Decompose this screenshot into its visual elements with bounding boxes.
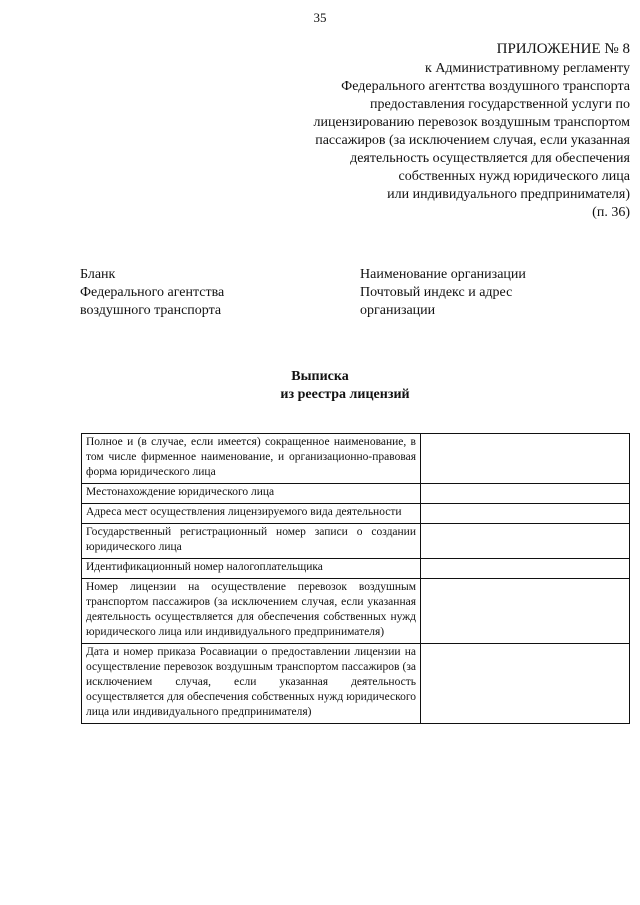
appendix-line: предоставления государственной услуги по: [370, 97, 630, 112]
appendix-line: или индивидуального предпринимателя): [387, 187, 630, 202]
table-row: [82, 484, 630, 504]
table-row: [82, 644, 630, 724]
row-value: [421, 559, 630, 579]
document-subtitle: из реестра лицензий: [280, 387, 410, 402]
registry-table: [81, 433, 630, 724]
table-row: [82, 559, 630, 579]
table-row: [82, 434, 630, 484]
appendix-clause-reference: (п. 36): [592, 205, 630, 220]
letterhead-line: Федерального агентства: [80, 285, 225, 300]
recipient-block: [360, 266, 526, 320]
row-label: Идентификационный номер налогоплательщика: [82, 559, 421, 579]
row-value: [421, 644, 630, 724]
recipient-line: Почтовый индекс и адрес: [360, 285, 513, 300]
appendix-line: деятельность осуществляется для обеспечения: [350, 151, 630, 166]
document-title: Выписка: [291, 369, 349, 384]
row-label: Государственный регистрационный номер записи о создании юридического лица: [82, 524, 421, 559]
row-value: [421, 434, 630, 484]
row-label: Дата и номер приказа Росавиации о предоставлении лицензии на осуществление перевозок воздушным транспортом пассажиров (за исключением случая, если указанная деятельность осуществляется для обеспечения собственных нужд юридического лица или индивидуального предпринимателя): [82, 644, 421, 724]
letterhead-line: воздушного транспорта: [80, 303, 222, 318]
recipient-line: Наименование организации: [360, 267, 526, 282]
appendix-line: лицензированию перевозок воздушным транспортом: [313, 115, 630, 130]
appendix-line: пассажиров (за исключением случая, если указанная: [315, 133, 630, 148]
table-row: [82, 579, 630, 644]
row-value: [421, 504, 630, 524]
appendix-line: собственных нужд юридического лица: [398, 169, 630, 184]
recipient-line: организации: [360, 303, 436, 318]
letterhead-line: Бланк: [80, 267, 116, 282]
appendix-line: Федерального агентства воздушного транспорта: [341, 79, 630, 94]
row-value: [421, 524, 630, 559]
row-value: [421, 484, 630, 504]
appendix-block: [230, 40, 630, 222]
row-value: [421, 579, 630, 644]
row-label: Адреса мест осуществления лицензируемого вида деятельности: [82, 504, 421, 524]
table-row: [82, 524, 630, 559]
appendix-title: ПРИЛОЖЕНИЕ № 8: [496, 41, 630, 57]
document-heading: [0, 368, 640, 404]
letterhead-block: [80, 266, 224, 320]
row-label: Местонахождение юридического лица: [82, 484, 421, 504]
row-label: Полное и (в случае, если имеется) сокращенное наименование, в том числе фирменное наименование, и организационно-правовая форма юридического лица: [82, 434, 421, 484]
row-label: Номер лицензии на осуществление перевозок воздушным транспортом пассажиров (за исключением случая, если указанная деятельность осуществляется для обеспечения собственных нужд юридического лица или индивидуального предпринимателя): [82, 579, 421, 644]
appendix-line: к Административному регламенту: [425, 61, 630, 76]
page-number: 35: [313, 10, 327, 25]
table-row: [82, 504, 630, 524]
